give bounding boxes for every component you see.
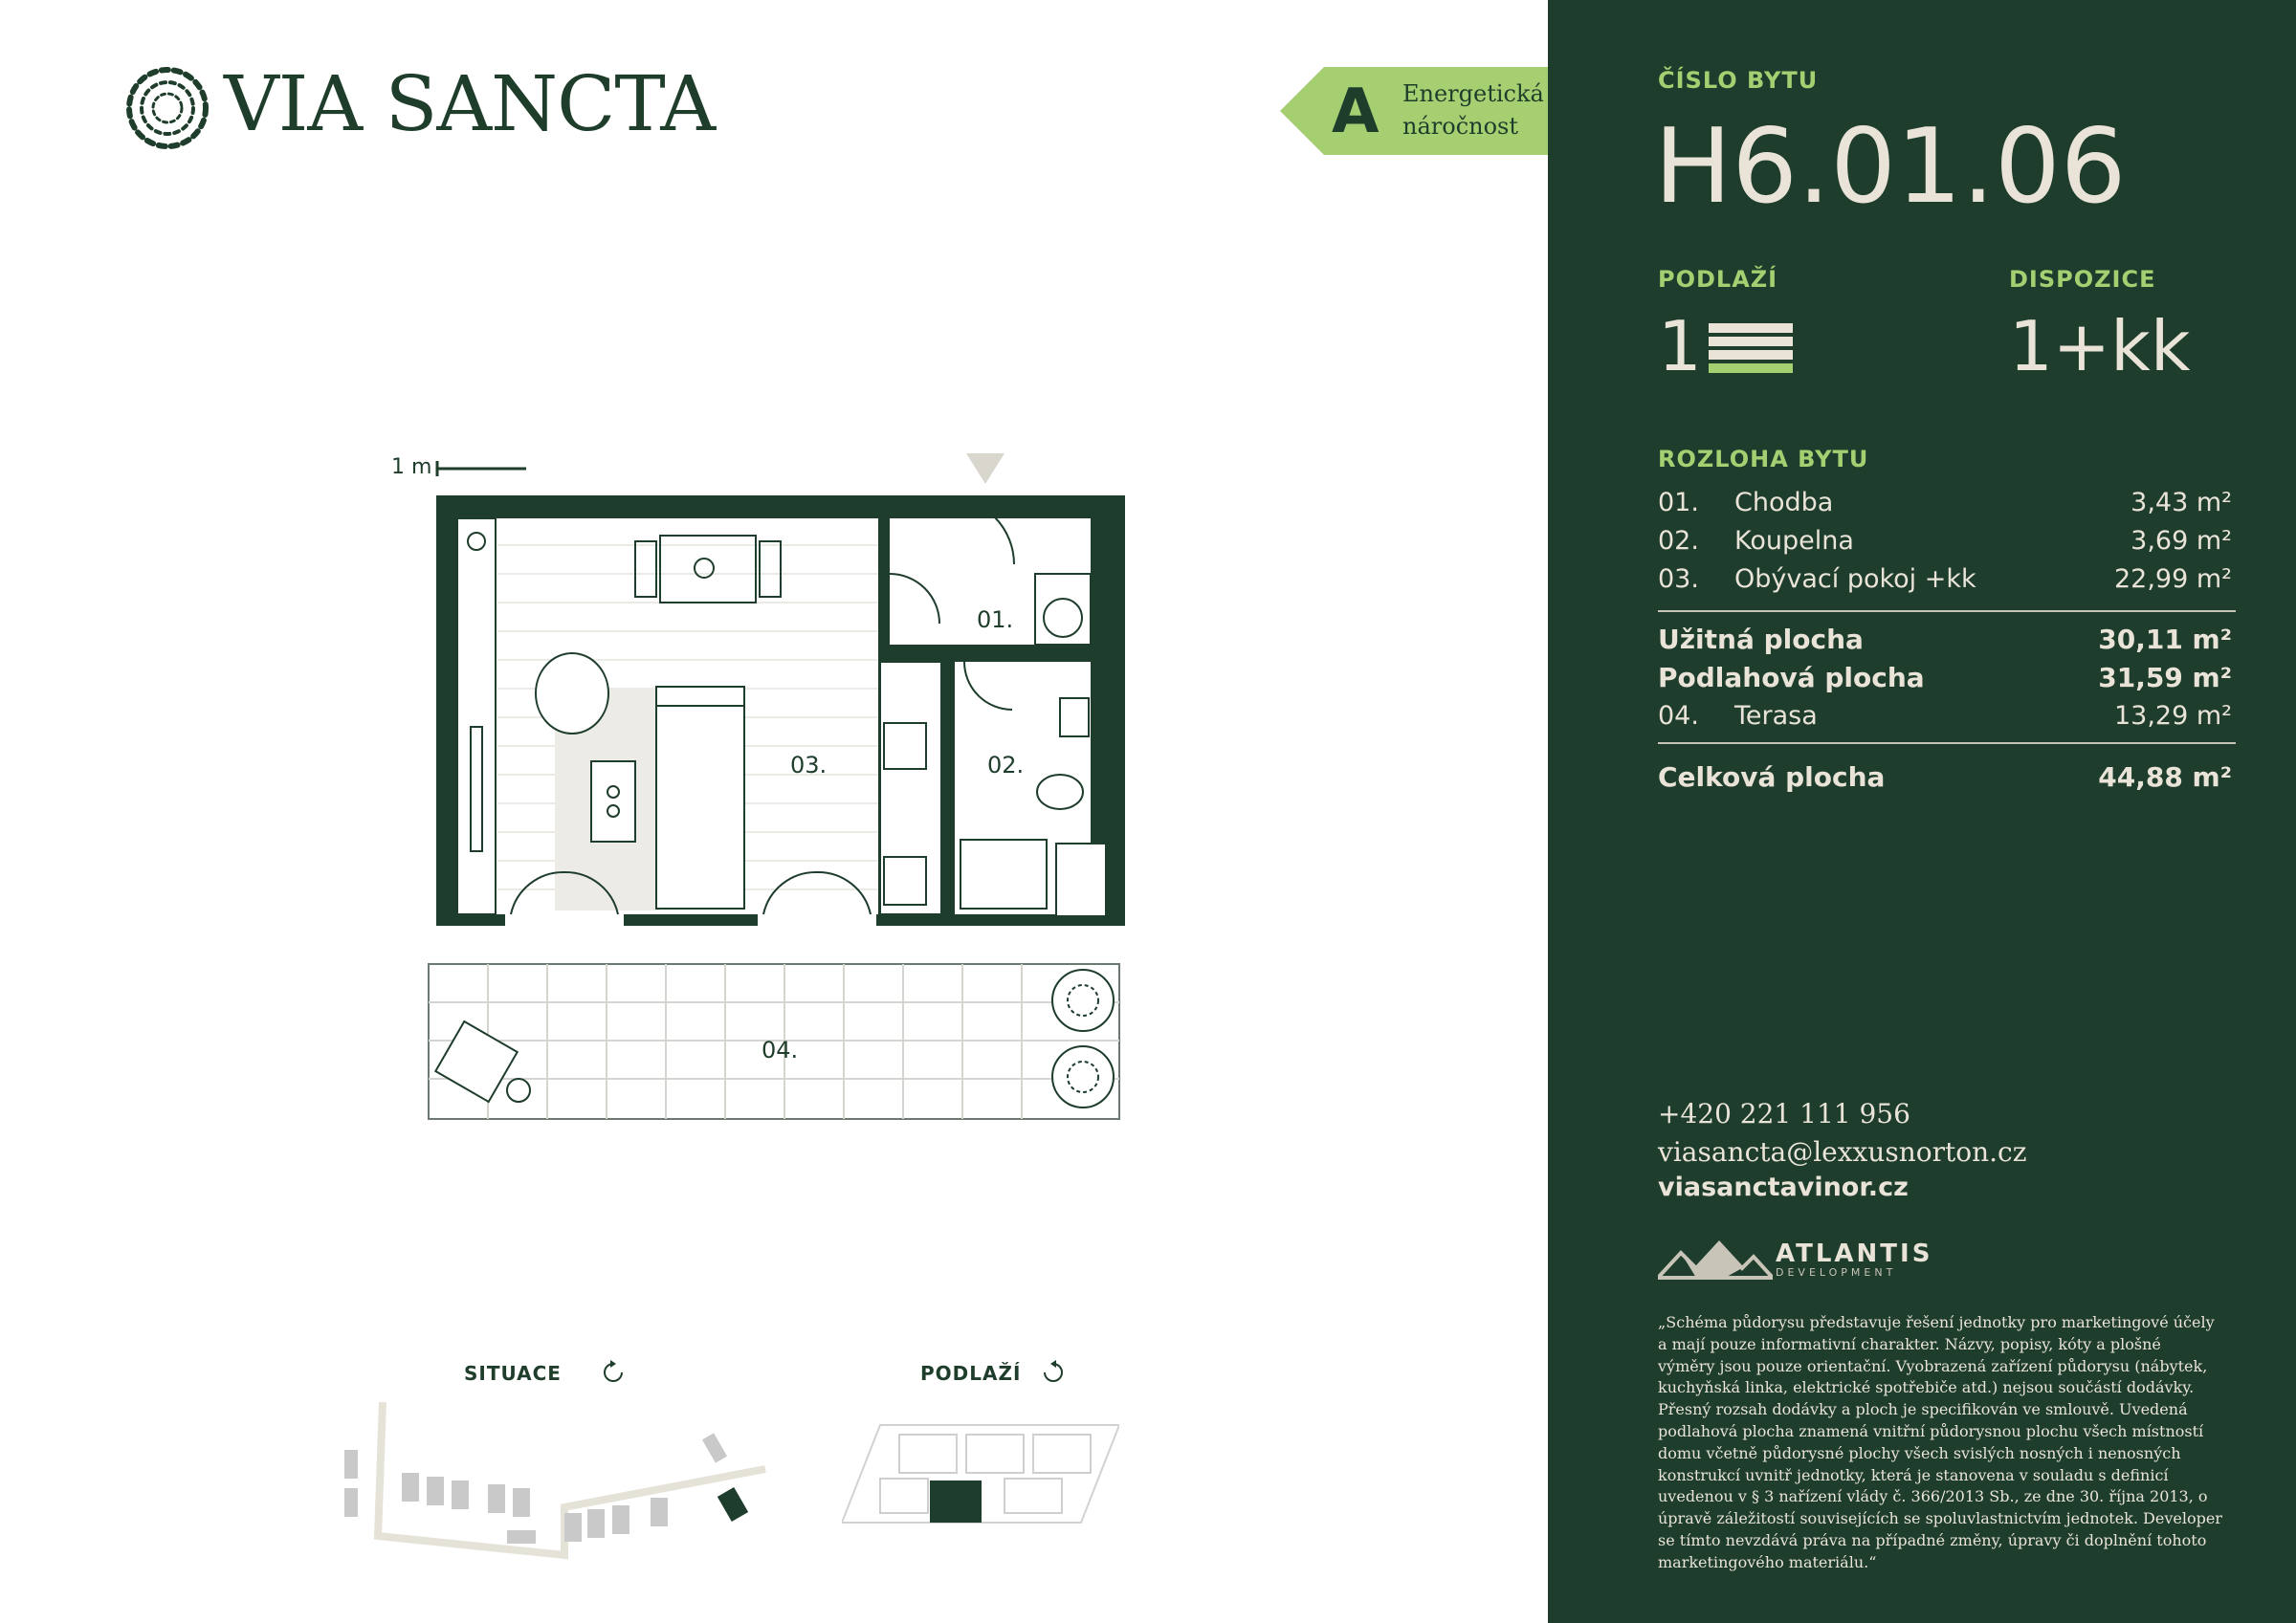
situation-title: SITUACE <box>464 1362 562 1385</box>
energy-badge <box>1280 67 1548 155</box>
divider <box>1658 610 2236 612</box>
room-area: 3,69 m² <box>2130 526 2232 556</box>
room-04-label: 04. <box>762 1037 799 1064</box>
total-area-value: 44,88 m² <box>2098 761 2232 793</box>
room-area: 22,99 m² <box>2113 564 2232 594</box>
room-area: 13,29 m² <box>2113 701 2232 731</box>
room-no: 03. <box>1658 564 1699 594</box>
floor-mini-map <box>842 1421 1119 1526</box>
brand-name: VIA SANCTA <box>224 59 716 148</box>
disposition-value: 1+kk <box>2009 306 2191 386</box>
energy-grade: A <box>1332 77 1380 147</box>
room-03-label: 03. <box>790 752 828 779</box>
developer-name: ATLANTIS <box>1776 1239 1933 1268</box>
brand-logo-icon <box>124 65 210 151</box>
usable-area-value: 30,11 m² <box>2098 624 2232 655</box>
scale-label: 1 m <box>391 455 432 479</box>
room-name: Terasa <box>1734 701 1818 731</box>
floor-plan <box>421 450 1129 1129</box>
room-name: Koupelna <box>1734 526 1854 556</box>
divider <box>1658 742 2236 744</box>
floor-area-value: 31,59 m² <box>2098 662 2232 693</box>
contact-email[interactable]: viasancta@lexxusnorton.cz <box>1658 1136 2027 1168</box>
room-name: Chodba <box>1734 488 1834 517</box>
floor-mini-title: PODLAŽÍ <box>920 1362 1022 1385</box>
developer-logo-icon <box>1658 1239 1773 1280</box>
contact-phone[interactable]: +420 221 111 956 <box>1658 1098 1910 1130</box>
unit-number: H6.01.06 <box>1654 107 2127 227</box>
disclaimer-text: „Schéma půdorysu představuje řešení jednotky pro marketingové účely a mají pouze informativní charakter. Názvy, popisy, kóty a plošné výměry jsou pouze orientační. Vyobrazená zařízení půdorysu (nábytek, kuchyňská linka, elektrické spotřebiče atd.) nejsou součástí dodávky. Přesný rozsah dodávky a ploch je specifikován ve smlouvě. Uvedená podlahová plocha znamená vnitřní půdorysnou plochu všech místností domu včetně půdorysné plochy všech svislých nosných i nenosných konstrukcí uvnitř jednotky, která je stanovena v souladu s definicí uvedenou v § 3 nařízení vlády č. 366/2013 Sb., ze dne 30. října 2013, o úpravě záležitostí souvisejících se spoluvlastnictvím jednotek. Developer se tímto nevzdává práva na případné změny, úpravy či doplnění tohoto marketingového materiálu.“ <box>1658 1313 2222 1571</box>
total-area-label: Celková plocha <box>1658 761 1886 793</box>
floor-value: 1 <box>1658 306 1702 386</box>
room-01-label: 01. <box>977 606 1014 633</box>
floor-levels-icon <box>1709 323 1795 375</box>
room-name: Obývací pokoj +kk <box>1734 564 1976 594</box>
room-no: 04. <box>1658 701 1699 731</box>
energy-label-1: Energetická <box>1402 80 1544 107</box>
disposition-label: DISPOZICE <box>2009 266 2156 293</box>
contact-web[interactable]: viasanctavinor.cz <box>1658 1173 1909 1202</box>
developer-sub: DEVELOPMENT <box>1776 1266 1897 1279</box>
rotate-icon <box>599 1358 628 1387</box>
usable-area-label: Užitná plocha <box>1658 624 1864 655</box>
room-area: 3,43 m² <box>2130 488 2232 517</box>
floor-area-label: Podlahová plocha <box>1658 662 1925 693</box>
area-title: ROZLOHA BYTU <box>1658 446 1869 472</box>
floor-label: PODLAŽÍ <box>1658 266 1778 293</box>
room-no: 02. <box>1658 526 1699 556</box>
room-02-label: 02. <box>987 752 1025 779</box>
energy-label-2: náročnost <box>1402 113 1518 140</box>
rotate-icon-2 <box>1039 1358 1068 1387</box>
situation-map <box>335 1393 775 1565</box>
unit-number-label: ČÍSLO BYTU <box>1658 67 1819 94</box>
info-panel <box>1548 0 2296 1623</box>
room-no: 01. <box>1658 488 1699 517</box>
